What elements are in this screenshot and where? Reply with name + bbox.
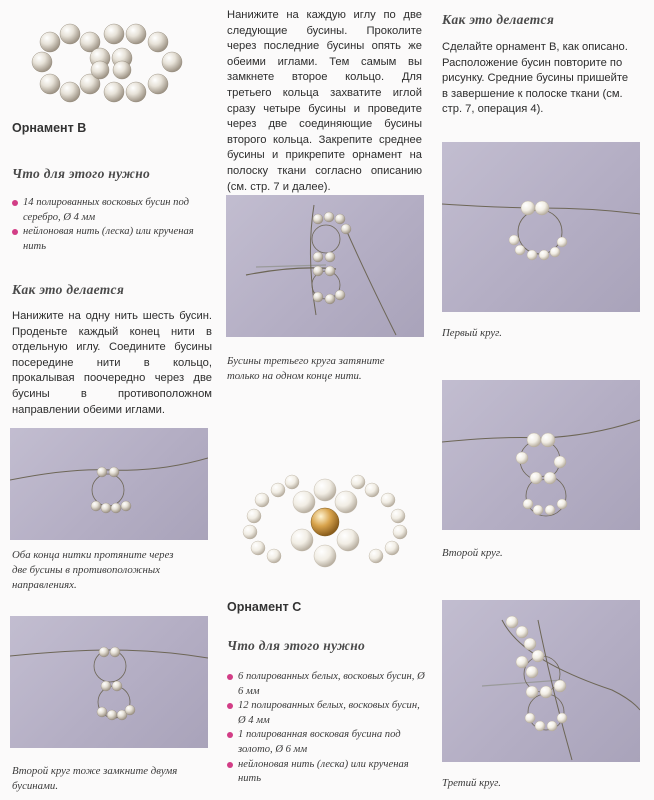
step-caption-b2: Второй круг тоже замкните двумя бусинами.	[12, 765, 178, 792]
step-caption-c3: Третий круг.	[442, 777, 501, 789]
ornament-c-materials-list	[227, 670, 427, 787]
ornament-b-instructions: Нанижите на одну нить шесть бусин. Проденьте каждый конец нити в отдельную иглу. Соедините бусины посередине нити в кольцо, прокалывая поочередно через две бусины в противоположном направлении обеими иглами.	[12, 310, 212, 416]
material-item: нейлоновая нить (леска) или крученая нить	[12, 225, 212, 254]
step-caption-middle: Бусины третьего круга затяните только на одном конце нити.	[227, 355, 385, 382]
ornament-b-materials-list	[12, 196, 212, 254]
ornament-c-photo	[240, 468, 410, 578]
step-caption-b1: Оба конца нитки протяните через две бусины в противоположных направлениях.	[12, 549, 174, 591]
ornament-b-howto-heading: Как это делается	[12, 282, 125, 297]
step-photo-b2	[10, 616, 208, 748]
material-item: 6 полированных белых, восковых бусин, Ø 6 мм	[227, 670, 427, 699]
ornament-b-materials-heading: Что для этого нужно	[12, 166, 151, 181]
ornament-b-title: Орнамент В	[12, 121, 87, 135]
step-photo-c1	[442, 142, 640, 312]
material-item: нейлоновая нить (леска) или крученая нить	[227, 758, 427, 787]
step-photo-b1	[10, 428, 208, 540]
step-photo-c3	[442, 600, 640, 762]
material-item: 12 полированных белых, восковых бусин, Ø 4 мм	[227, 699, 427, 728]
step-photo-middle	[226, 195, 424, 337]
ornament-c-howto-heading: Как это делается	[442, 12, 555, 27]
step-caption-c2: Второй круг.	[442, 547, 503, 559]
ornament-c-instructions: Сделайте орнамент В, как описано. Расположение бусин повторите по рисунку. Средние бусины пришейте в завершение к полоске ткани (см. стр. 7, операция 4).	[442, 41, 629, 116]
middle-instructions: Нанижите на каждую иглу по две следующие бусины. Проколите через последние бусины опять же обеими иглами. Тем самым вы замкнете второе кольцо. Для третьего кольца захватите иглой сразу четыре бусины и проведите через две соединяющие бусины второго кольца. Закрепите среднее бусины и прикрепите орнамент на полоску ткани согласно описанию (см. стр. 7 и далее).	[227, 9, 422, 193]
step-photo-c2	[442, 380, 640, 530]
ornament-c-title: Орнамент С	[227, 600, 302, 614]
material-item: 1 полированная восковая бусина под золото, Ø 6 мм	[227, 728, 427, 757]
ornament-b-photo	[22, 12, 192, 112]
step-caption-c1: Первый круг.	[442, 327, 502, 339]
ornament-c-materials-heading: Что для этого нужно	[227, 638, 366, 653]
material-item: 14 полированных восковых бусин под серебро, Ø 4 мм	[12, 196, 212, 225]
